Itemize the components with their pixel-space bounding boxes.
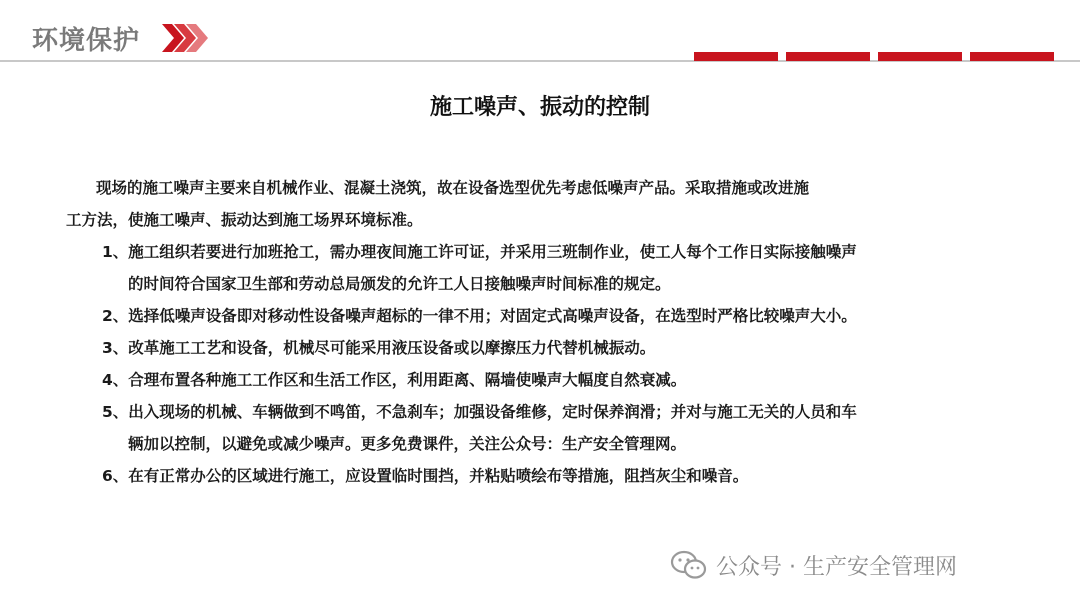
header-title: 环境保护 — [32, 26, 141, 56]
intro-line-2: 工方法，使施工噪声、振动达到施工场界环境标准。 — [66, 211, 423, 229]
header — [0, 0, 1080, 64]
item-5-line-1: 5、出入现场的机械、车辆做到不鸣笛，不急刹车；加强设备维修，定时保养润滑；并对与施工无关的人员和车 — [102, 403, 857, 421]
watermark — [670, 548, 957, 582]
item-3-line-1: 3、改革施工工艺和设备，机械尽可能采用液压设备或以摩擦压力代替机械振动。 — [102, 339, 656, 357]
chevron-arrows-icon — [162, 24, 208, 52]
item-5-line-2: 辆加以控制，以避免或减少噪声。更多免费课件，关注公众号：生产安全管理网。 — [128, 435, 687, 453]
intro-line-1: 现场的施工噪声主要来自机械作业、混凝土浇筑，故在设备选型优先考虑低噪声产品。采取措施或改进施 — [96, 179, 810, 197]
red-bar — [878, 52, 962, 61]
wechat-icon — [670, 549, 708, 581]
header-red-bars — [694, 52, 1054, 61]
item-1-line-2: 的时间符合国家卫生部和劳动总局颁发的允许工人日接触噪声时间标准的规定。 — [128, 275, 671, 293]
watermark-text: 公众号 · 生产安全管理网 — [716, 554, 957, 580]
item-4-line-1: 4、合理布置各种施工工作区和生活工作区，利用距离、隔墙使噪声大幅度自然衰减。 — [102, 371, 687, 389]
page-title: 施工噪声、振动的控制 — [429, 95, 650, 120]
red-bar — [694, 52, 778, 61]
item-1-line-1: 1、施工组织若要进行加班抢工，需办理夜间施工许可证，并采用三班制作业，使工人每个工作日实际接触噪声 — [102, 243, 857, 261]
red-bar — [970, 52, 1054, 61]
item-2-line-1: 2、选择低噪声设备即对移动性设备噪声超标的一律不用；对固定式高噪声设备，在选型时严格比较噪声大小。 — [102, 307, 857, 325]
item-6-line-1: 6、在有正常办公的区域进行施工，应设置临时围挡，并粘贴喷绘布等措施，阻挡灰尘和噪音。 — [102, 467, 749, 485]
red-bar — [786, 52, 870, 61]
